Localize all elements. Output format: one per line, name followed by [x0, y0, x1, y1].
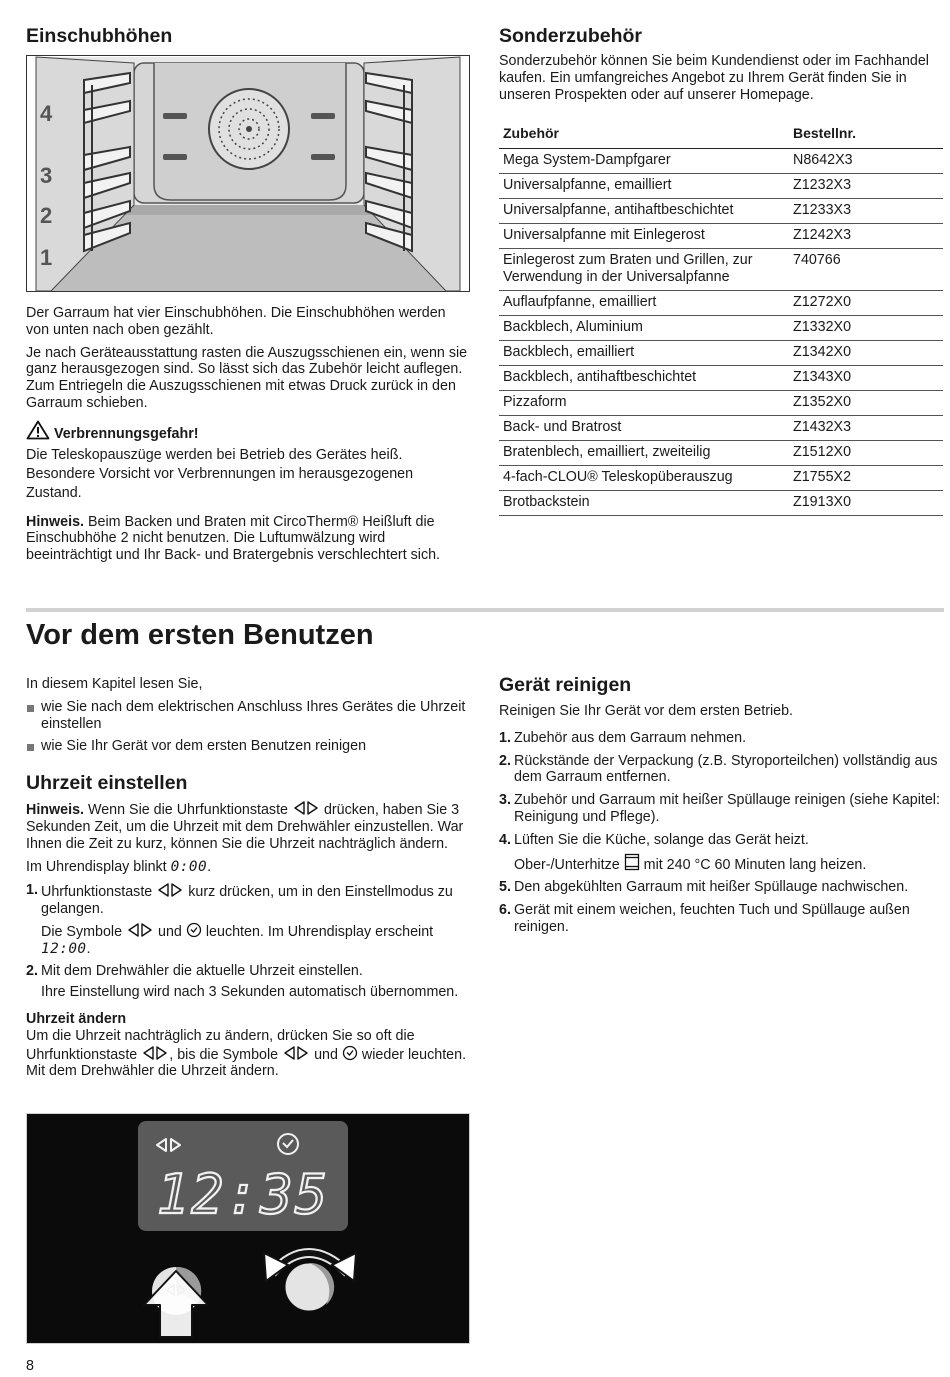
page-number: 8 [26, 1358, 34, 1374]
clock-function-key-icon [141, 1045, 169, 1061]
accessory-name-cell: Universalpfanne, emailliert [499, 173, 789, 198]
table-row [499, 315, 943, 340]
clock-function-key-icon [282, 1045, 310, 1061]
chapter-bullet-list [26, 699, 470, 755]
warning-block [26, 420, 470, 503]
list-item: 5. Den abgekühlten Garraum mit heißer Spüllauge nachwischen. [499, 879, 909, 896]
table-row [499, 340, 943, 365]
table-row [499, 248, 943, 290]
display-time: 12:35 [156, 1163, 330, 1226]
top-bottom-heat-icon [624, 853, 640, 871]
warning-title: Verbrennungsgefahr! [53, 425, 199, 442]
order-number-cell: Z1913X0 [789, 490, 943, 515]
clock-function-key-icon [126, 922, 154, 938]
accessory-name-cell: Backblech, antihaftbeschichtet [499, 365, 789, 390]
list-item: 3. Zubehör und Garraum mit heißer Spüllauge reinigen (siehe Kapitel: Reinigung und Pflege). [499, 792, 940, 825]
reinigen-step-text: Zubehör aus dem Garraum nehmen. [514, 729, 747, 746]
accessory-name-cell: Backblech, Aluminium [499, 315, 789, 340]
clock-function-key-icon [156, 882, 184, 898]
list-item: 6. Gerät mit einem weichen, feuchten Tuch und Spüllauge außen reinigen. [499, 902, 910, 935]
reinigen-step-text: Lüften Sie die Küche, solange das Gerät heizt. [514, 831, 809, 848]
uhrzeit-block [26, 800, 470, 1080]
left-top-text [26, 305, 470, 564]
order-number-cell: Z1343X0 [789, 365, 943, 390]
note-label: Hinweis. [26, 513, 84, 530]
note-paragraph [26, 514, 470, 564]
uhrzeit-steps [26, 882, 470, 1001]
control-panel-illustration [26, 1113, 470, 1344]
accessory-table-body [499, 148, 943, 515]
order-number-cell: 740766 [789, 248, 943, 290]
level-label-3: 3 [40, 163, 53, 188]
blink-text: Im Uhrendisplay blinkt [26, 859, 167, 876]
list-item: wie Sie nach dem elektrischen Anschluss Ihres Gerätes die Uhrzeit einstellen [26, 699, 470, 733]
change-text-c: und [314, 1046, 338, 1063]
accessory-name-cell: Mega System-Dampfgarer [499, 148, 789, 173]
reinigen-step-text: Rückstände der Verpackung (z.B. Styroporteilchen) vollständig aus dem Garraum entfernen. [514, 752, 938, 786]
accessory-name-cell: Einlegerost zum Braten und Grillen, zur Verwendung in der Universalpfanne [499, 248, 789, 290]
warning-triangle-icon [26, 420, 50, 440]
uhrzeit-note [26, 800, 470, 852]
order-number-cell: Z1332X0 [789, 315, 943, 340]
table-row [499, 390, 943, 415]
table-row [499, 173, 943, 198]
list-item: 1. Uhrfunktionstaste kurz drücken, um in den Einstellmodus zu gelangen. Die Symbole und leuchten. Im Uhrendisplay erscheint 12:00. [26, 882, 470, 957]
list-item: 1. Zubehör aus dem Garraum nehmen. [499, 729, 747, 746]
accessory-table [499, 120, 943, 516]
change-text-d: wieder leuchten. Mit dem Drehwähler die Uhrzeit ändern. [26, 1046, 467, 1080]
clock-icon [342, 1045, 358, 1061]
step1-sub-a: Die Symbole [41, 923, 123, 940]
reinigen-steps [499, 730, 943, 936]
table-row [499, 465, 943, 490]
chapter-title: Vor dem ersten Benutzen [26, 619, 374, 651]
reinigen-step-text: Den abgekühlten Garraum mit heißer Spüllauge nachwischen. [514, 879, 909, 896]
table-row [499, 223, 943, 248]
table-row [499, 415, 943, 440]
uhrzeit-aendern-heading: Uhrzeit ändern [26, 1010, 127, 1027]
accessory-name-cell: Bratenblech, emailliert, zweiteilig [499, 440, 789, 465]
accessory-name-cell: Auflaufpfanne, emailliert [499, 290, 789, 315]
chapter-divider [26, 608, 944, 612]
step1-text-b: kurz drücken, um in den Einstellmodus zu gelangen. [41, 884, 453, 917]
table-row [499, 440, 943, 465]
table-row [499, 148, 943, 173]
reinigen-step4-sub [514, 853, 943, 874]
warning-text: Die Teleskopauszüge werden bei Betrieb des Gerätes heiß. Besondere Vorsicht vor Verbrennungen im herausgezogenen Zustand. [26, 446, 414, 501]
clock-icon [186, 922, 202, 938]
step1-sub-c: leuchten. Im Uhrendisplay erscheint [205, 923, 434, 940]
accessory-name-cell: Universalpfanne mit Einlegerost [499, 223, 789, 248]
note-text: Beim Backen und Braten mit CircoTherm® Heißluft die Einschubhöhe 2 nicht benutzen. Die Luftumwälzung wird beeinträchtigt und Ihr Back- und Bratergebnis verschlechtert sich. [26, 513, 441, 564]
list-item: 2. Mit dem Drehwähler die aktuelle Uhrzeit einstellen. Ihre Einstellung wird nach 3 Sekunden automatisch übernommen. [26, 963, 470, 1001]
level-label-4: 4 [40, 101, 53, 126]
chapter-intro-block [26, 676, 470, 761]
paragraph-einschub-2: Je nach Geräteausstattung rasten die Auszugsschienen ein, wenn sie ganz herausgezogen sind. So lässt sich das Zubehör leicht auflegen. Zum Entriegeln die Auszugsschienen mit etwas Druck zurück in den Garraum schieben. [26, 344, 468, 411]
list-item: 2. Rückstände der Verpackung (z.B. Styroporteilchen) vollständig aus dem Garraum entfernen. [499, 752, 938, 786]
order-number-cell: Z1432X3 [789, 415, 943, 440]
accessory-name-cell: Brotbackstein [499, 490, 789, 515]
level-label-2: 2 [40, 203, 53, 228]
blink-line: Im Uhrendisplay blinkt 0:00. [26, 859, 212, 876]
uhrzeit-note-text-b: drücken, haben Sie 3 Sekunden Zeit, um die Uhrzeit mit dem Drehwähler einzustellen. War Ihnen die Zeit zu kurz, können Sie die Uhrzeit nachträglich ändern. [26, 802, 464, 852]
step1-text-a: Uhrfunktionstaste [41, 884, 153, 901]
reinigen-block [499, 703, 943, 942]
order-number-cell: Z1352X0 [789, 390, 943, 415]
order-number-cell: Z1755X2 [789, 465, 943, 490]
clock-function-key-icon [292, 800, 320, 816]
step4-sub-b: mit 240 °C 60 Minuten lang heizen. [643, 856, 867, 873]
accessory-name-cell: Back- und Bratrost [499, 415, 789, 440]
change-text-b: , bis die Symbole [169, 1046, 279, 1063]
uhrzeit-note-label: Hinweis. [26, 802, 84, 818]
table-row [499, 365, 943, 390]
sonderzubehoer-intro: Sonderzubehör können Sie beim Kundendienst oder im Fachhandel kaufen. Ein umfangreiches Angebot zu Ihrem Gerät finden Sie in unseren Prospekten oder auf unserer Homepage. [499, 53, 929, 103]
uhrzeit-note-text-a: Wenn Sie die Uhrfunktionstaste [87, 802, 288, 818]
oven-rack-levels-illustration [26, 55, 470, 292]
section-title-einschubhoehen: Einschubhöhen [26, 25, 173, 47]
accessory-name-cell: Backblech, emailliert [499, 340, 789, 365]
paragraph-einschub-1: Der Garraum hat vier Einschubhöhen. Die Einschubhöhen werden von unten nach oben gezählt. [26, 305, 446, 338]
step2-text: Mit dem Drehwähler die aktuelle Uhrzeit einstellen. [41, 963, 363, 980]
accessory-name-cell: 4-fach-CLOU® Teleskopüberauszug [499, 465, 789, 490]
change-text-a: Um die Uhrzeit nachträglich zu ändern, drücken Sie so oft die Uhrfunktionstaste [26, 1027, 415, 1063]
order-number-cell: N8642X3 [789, 148, 943, 173]
reinigen-step-text: Zubehör und Garraum mit heißer Spüllauge reinigen (siehe Kapitel: Reinigung und Pflege). [514, 792, 940, 825]
table-row [499, 198, 943, 223]
section-title-uhrzeit: Uhrzeit einstellen [26, 772, 188, 794]
uhrzeit-aendern-text [26, 1028, 470, 1080]
order-number-cell: Z1272X0 [789, 290, 943, 315]
level-label-1: 1 [40, 245, 53, 270]
accessory-name-cell: Universalpfanne, antihaftbeschichtet [499, 198, 789, 223]
table-row [499, 490, 943, 515]
accessory-name-cell: Pizzaform [499, 390, 789, 415]
section-title-geraet-reinigen: Gerät reinigen [499, 674, 632, 696]
order-number-cell: Z1342X0 [789, 340, 943, 365]
step4-sub-a: Ober-/Unterhitze [514, 856, 620, 873]
list-item: 4. Lüften Sie die Küche, solange das Gerät heizt. Ober-/Unterhitze mit 240 °C 60 Minuten lang heizen. [499, 832, 943, 874]
order-number-cell: Z1233X3 [789, 198, 943, 223]
blink-display-value: 0:00 [170, 859, 208, 876]
order-number-cell: Z1242X3 [789, 223, 943, 248]
step2-sub: Ihre Einstellung wird nach 3 Sekunden automatisch übernommen. [41, 984, 459, 1001]
chapter-intro: In diesem Kapitel lesen Sie, [26, 676, 203, 692]
column-header-bestellnr: Bestellnr. [789, 120, 943, 148]
table-header-row [499, 120, 943, 148]
list-item: wie Sie Ihr Gerät vor dem ersten Benutzen reinigen [26, 738, 470, 755]
table-row [499, 290, 943, 315]
reinigen-step-text: Gerät mit einem weichen, feuchten Tuch und Spüllauge außen reinigen. [514, 902, 910, 935]
section-title-sonderzubehoer: Sonderzubehör [499, 25, 643, 47]
order-number-cell: Z1512X0 [789, 440, 943, 465]
order-number-cell: Z1232X3 [789, 173, 943, 198]
column-header-zubehoer: Zubehör [499, 120, 789, 148]
step1-sub: Die Symbole und leuchten. Im Uhrendisplay erscheint 12:00. [41, 923, 434, 957]
step1-sub-b: und [158, 923, 182, 940]
step1-display-value: 12:00 [41, 940, 87, 957]
reinigen-intro: Reinigen Sie Ihr Gerät vor dem ersten Betrieb. [499, 703, 794, 719]
